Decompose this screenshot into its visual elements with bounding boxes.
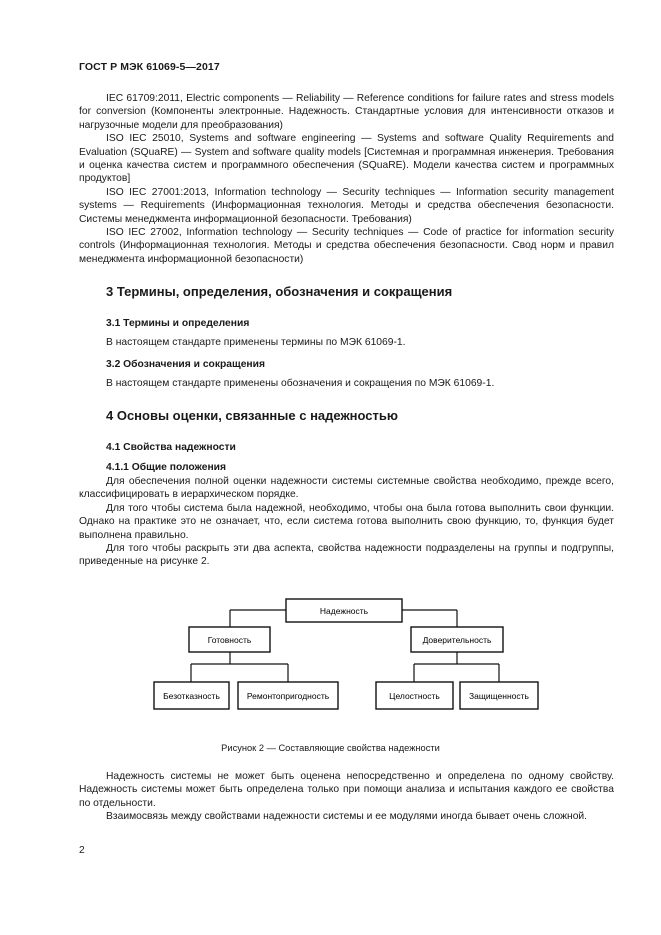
- diagram-group-label: Доверительность: [422, 635, 492, 645]
- closing-body: [79, 770, 614, 824]
- diagram-root-label: Надежность: [319, 606, 369, 616]
- reference-item: ISO IEC 27001:2013, Information technology — Security techniques — Information security management systems — Requirements (Информационная технология. Методы и средства обеспечения безопасности. Системы менеджмента информационной безопасности. Требования): [79, 186, 614, 225]
- diagram-leaf-label: Защищенность: [469, 691, 529, 701]
- figure-caption: Рисунок 2 — Составляющие свойства надежности: [221, 743, 440, 753]
- section-3-heading: 3 Термины, определения, обозначения и сокращения: [106, 284, 453, 299]
- paragraph: Взаимосвязь между свойствами надежности системы и ее модулями иногда бывает очень сложной.: [106, 811, 588, 823]
- reliability-hierarchy-diagram: [0, 590, 661, 720]
- diagram-leaf-label: Безотказность: [163, 691, 220, 701]
- section-4-body: [79, 475, 614, 569]
- paragraph: Для обеспечения полной оценки надежности системы системные свойства необходимо, прежде всего, классифицировать в иерархическом порядке.: [79, 476, 614, 501]
- diagram-leaf-label: Целостность: [389, 691, 440, 701]
- paragraph: Для того чтобы раскрыть эти два аспекта, свойства надежности подразделены на группы и подгруппы, приведенные на рисунке 2.: [79, 543, 614, 568]
- page-number: 2: [79, 845, 85, 856]
- reference-item: IEC 61709:2011, Electric components — Reliability — Reference conditions for failure rates and stress models for conversion (Компоненты электронные. Надежность. Стандартные условия для интенсивности отказов и нагрузочные модели для преобразования): [79, 93, 614, 131]
- section-4-1-1-heading: 4.1.1 Общие положения: [106, 462, 226, 473]
- section-3-2-heading: 3.2 Обозначения и сокращения: [106, 359, 265, 370]
- section-3-1-heading: 3.1 Термины и определения: [106, 318, 250, 329]
- paragraph: Надежность системы не может быть оценена непосредственно и определена по одному свойству. Надежность системы может быть определена только при помощи анализа и испытания каждого ее свойства по отдельности.: [79, 771, 614, 809]
- section-3-1-text: В настоящем стандарте применены термины по МЭК 61069-1.: [106, 337, 406, 348]
- normative-references: [79, 92, 614, 266]
- reference-item: ISO IEC 27002, Information technology — Security techniques — Code of practice for information security controls (Информационная технология. Методы и средства обеспечения безопасности. Свод норм и правил менеджмента информационной безопасности): [79, 227, 614, 265]
- section-4-1-heading: 4.1 Свойства надежности: [106, 442, 236, 453]
- section-3-2-text: В настоящем стандарте применены обозначения и сокращения по МЭК 61069-1.: [106, 378, 495, 389]
- diagram-group-label: Готовность: [207, 635, 252, 645]
- reference-item: ISO IEC 25010, Systems and software engineering — Systems and software Quality Requirements and Evaluation (SQuaRE) — System and software quality models [Системная и программная инженерия. Требования и оценка качества систем и программного обеспечения (SQuaRE). Модели качества систем и программных продуктов]: [79, 133, 614, 185]
- section-4-heading: 4 Основы оценки, связанные с надежностью: [106, 408, 398, 423]
- document-code: ГОСТ Р МЭК 61069-5—2017: [79, 61, 220, 73]
- paragraph: Для того чтобы система была надежной, необходимо, чтобы она была готова выполнить свои функции. Однако на практике это не означает, что, если система готова выполнить свою функцию, то, функция будет выполнена правильно.: [79, 502, 614, 541]
- diagram-leaf-label: Ремонтопригодность: [246, 691, 330, 701]
